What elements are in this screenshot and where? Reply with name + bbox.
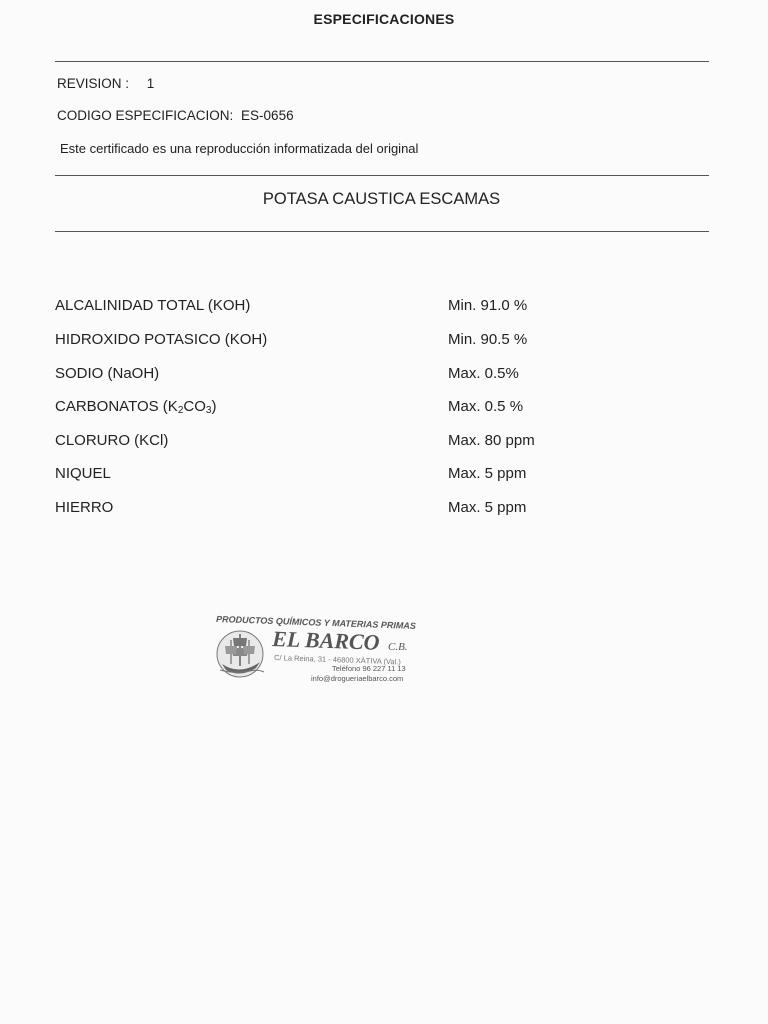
spec-name: NIQUEL [55, 465, 111, 482]
spec-value: Max. 0.5% [448, 365, 519, 382]
revision-line [57, 76, 154, 91]
spec-value: Min. 91.0 % [448, 297, 528, 314]
revision-value: 1 [146, 76, 155, 91]
divider-bottom [55, 231, 709, 232]
spec-name: CLORURO (KCl) [55, 432, 169, 449]
spec-value: Min. 90.5 % [448, 331, 528, 348]
spec-code-label: CODIGO ESPECIFICACION: [57, 108, 234, 123]
stamp-top-line: PRODUCTOS QUÍMICOS Y MATERIAS PRIMAS [215, 614, 417, 631]
stamp-graphic [212, 604, 432, 694]
stamp-address: C/ La Reina, 31 - 46800 XÀTIVA (Val.) [273, 653, 402, 667]
spec-name: HIDROXIDO POTASICO (KOH) [55, 331, 268, 348]
divider-top [55, 61, 709, 62]
spec-name: CARBONATOS $(K_2CO_3)$ [55, 398, 217, 416]
ship-icon [217, 631, 264, 677]
spec-code-value: ES-0656 [241, 108, 294, 123]
revision-label: REVISION : [57, 76, 130, 91]
spec-value: Max. 5 ppm [448, 465, 527, 482]
product-name: POTASA CAUSTICA ESCAMAS [262, 190, 501, 208]
reproduction-note: Este certificado es una reproducción informatizada del original [60, 141, 419, 156]
stamp-suffix: C.B. [388, 641, 408, 653]
spec-name: HIERRO [55, 499, 114, 516]
spec-value: Max. 80 ppm [448, 432, 535, 449]
stamp-email: info@drogueriaelbarco.com [311, 674, 404, 683]
document-title: ESPECIFICACIONES [313, 11, 455, 27]
stamp-brand: EL BARCO [271, 626, 381, 655]
spec-name: ALCALINIDAD TOTAL (KOH) [55, 297, 251, 314]
divider-middle [55, 175, 709, 176]
stamp-phone: Teléfono 96 227 11 13 [332, 664, 406, 673]
spec-value: Max. 0.5 % [448, 398, 524, 415]
spec-name: SODIO (NaOH) [55, 365, 160, 382]
spec-value: Max. 5 ppm [448, 499, 527, 516]
company-stamp [212, 604, 432, 694]
spec-code-line [57, 108, 294, 123]
